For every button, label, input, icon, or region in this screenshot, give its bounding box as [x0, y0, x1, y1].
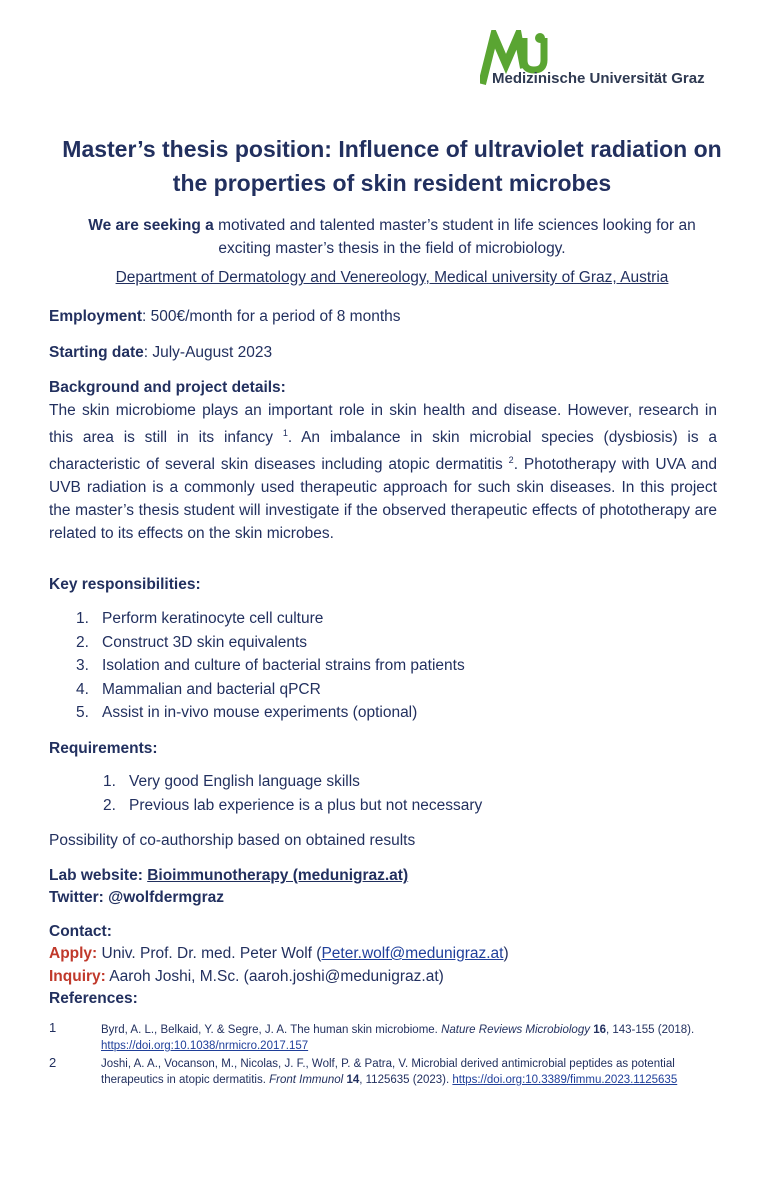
requirements-heading: Requirements:: [49, 740, 158, 757]
reference-doi-link[interactable]: https://doi.org:10.1038/nrmicro.2017.157: [101, 1040, 309, 1052]
list-item-number: 3.: [76, 657, 89, 674]
list-item: [103, 794, 482, 818]
requirements-list: [103, 770, 482, 817]
list-item-text: Isolation and culture of bacterial strains from patients: [102, 657, 465, 674]
page-title: Master’s thesis position: Influence of ultraviolet radiation on the properties of skin resident microbes: [62, 136, 722, 196]
intro-paragraph: We are seeking a motivated and talented master’s student in life sciences looking for an exciting master’s thesis in the field of microbiology.: [88, 217, 696, 257]
lab-website-link[interactable]: Bioimmunotherapy (medunigraz.at): [147, 867, 409, 884]
background-heading: Background and project details:: [49, 379, 286, 396]
list-item-text: Assist in in-vivo mouse experiments (optional): [102, 704, 418, 721]
list-item: [76, 631, 465, 655]
contact-heading: Contact:: [49, 923, 112, 940]
list-item-text: Construct 3D skin equivalents: [102, 633, 308, 651]
apply-email-link[interactable]: Peter.wolf@medunigraz.at: [321, 945, 504, 962]
references-heading: References:: [49, 990, 138, 1007]
reference-item: Byrd, A. L., Belkaid, Y. & Segre, J. A. The human skin microbiome. Nature Reviews Microbiology 16, 143-155 (2018). https://doi.org:10.1038/nrmicro.2017.157: [101, 1024, 695, 1052]
list-item: [76, 678, 465, 702]
reference-number: 1: [49, 1020, 57, 1035]
responsibilities-heading: Key responsibilities:: [49, 576, 201, 593]
reference-item: Joshi, A. A., Vocanson, M., Nicolas, J. F., Wolf, P. & Patra, V. Microbial derived antimicrobial peptides as potential therapeutics in atopic dermatitis. Front Immunol 14, 1125635 (2023). https://doi.org:10.3389/fimmu.2023.1125635: [101, 1058, 678, 1086]
list-item-number: 1.: [76, 610, 89, 627]
institution-name: Medizinische Universität Graz: [492, 70, 705, 87]
list-item-text: Mammalian and bacterial qPCR: [102, 680, 321, 698]
apply-line: Apply: Univ. Prof. Dr. med. Peter Wolf (Peter.wolf@medunigraz.at): [49, 945, 509, 962]
list-item: [76, 701, 465, 725]
list-item-text: Perform keratinocyte cell culture: [102, 610, 324, 627]
list-item-text: Very good English language skills: [129, 773, 360, 790]
list-item-number: 5.: [76, 704, 89, 721]
list-item: [103, 770, 482, 794]
starting-date-line: Starting date: July-August 2023: [49, 344, 273, 361]
list-item-number: 2.: [103, 796, 116, 814]
list-item: [76, 607, 465, 631]
lab-website-line: Lab website: Bioimmunotherapy (medunigraz.at): [49, 867, 409, 884]
coauthorship-note: Possibility of co-authorship based on obtained results: [49, 832, 416, 849]
responsibilities-list: [76, 607, 465, 725]
twitter-line: Twitter: @wolfdermgraz: [49, 889, 225, 906]
list-item-text: Previous lab experience is a plus but not necessary: [129, 796, 483, 814]
list-item: [76, 654, 465, 678]
background-paragraph: The skin microbiome plays an important role in skin health and disease. However, research in this area is still in its infancy $^1$. An imbalance in skin microbial species (dysbiosis) is a characteristic of several skin diseases including atopic dermatitis $^2$. Phototherapy with UVA and UVB radiation is a commonly used therapeutic approach for such skin diseases. In this project the master’s thesis student will investigate if the observed therapeutic effects of phototherapy are related to its effects on the skin microbes.: [49, 402, 717, 543]
department-line: Department of Dermatology and Venereology, Medical university of Graz, Austria: [115, 269, 669, 286]
list-item-number: 2.: [76, 633, 89, 651]
inquiry-line: Inquiry: Aaroh Joshi, M.Sc. (aaroh.joshi@medunigraz.at): [49, 968, 444, 985]
list-item-number: 4.: [76, 680, 89, 698]
list-item-number: 1.: [103, 773, 116, 790]
employment-line: Employment: 500€/month for a period of 8 months: [49, 308, 401, 325]
reference-number: 2: [49, 1055, 57, 1070]
reference-doi-link[interactable]: https://doi.org:10.3389/fimmu.2023.1125635: [452, 1074, 678, 1086]
